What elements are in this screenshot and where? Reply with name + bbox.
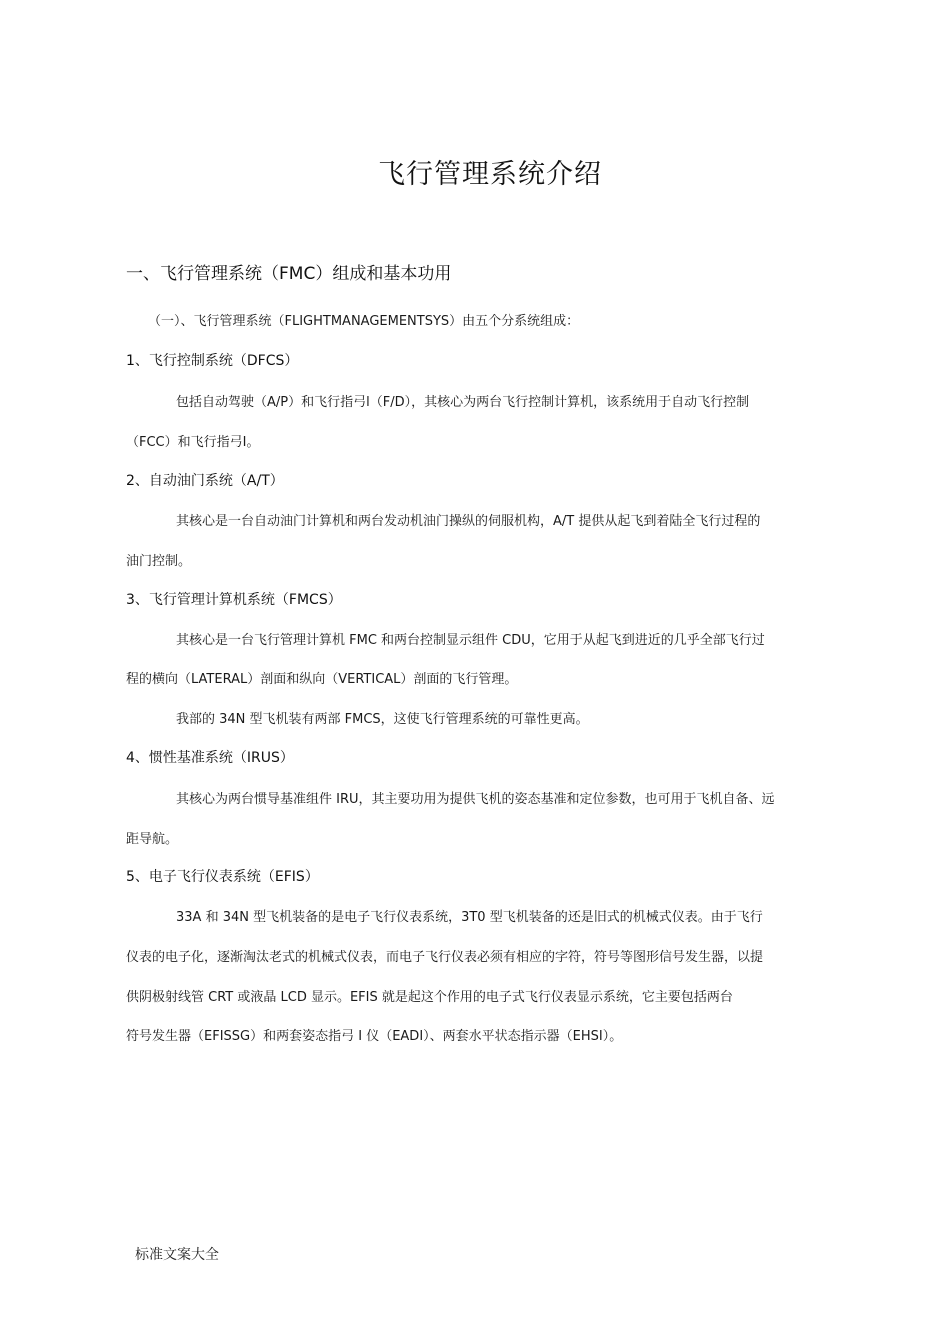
paragraph-line: 程的横向（LATERAL）剖面和纵向（VERTICAL）剖面的飞行管理。	[126, 672, 518, 687]
paragraph-line: 仪表的电子化，逐渐淘汰老式的机械式仪表，而电子飞行仪表必须有相应的字符，符号等图形信号发生器，以提	[126, 950, 764, 965]
paragraph-line: 距导航。	[126, 832, 179, 847]
intro-paragraph: （一）、飞行管理系统（FLIGHTMANAGEMENTSYS）由五个分系统组成：	[148, 314, 580, 329]
section-heading: 一、飞行管理系统（FMC）组成和基本功用	[126, 264, 452, 284]
subsystem-heading-at: 2、自动油门系统（A/T）	[126, 473, 284, 489]
paragraph-line: 33A 和 34N 型飞机装备的是电子飞行仪表系统，3T0 型飞机装备的还是旧式的机械式仪表。由于飞行	[176, 910, 763, 925]
subsystem-heading-efis: 5、电子飞行仪表系统（EFIS）	[126, 869, 319, 885]
paragraph-line: 油门控制。	[126, 554, 192, 569]
paragraph-line: 其核心为两台惯导基准组件 IRU，其主要功用为提供飞机的姿态基准和定位参数，也可用于飞机自备、远	[176, 792, 775, 807]
paragraph-line: 供阴极射线管 CRT 或液晶 LCD 显示。EFIS 就是起这个作用的电子式飞行仪表显示系统，它主要包括两台	[126, 990, 733, 1005]
page-footer: 标准文案大全	[135, 1247, 219, 1263]
page-title: 飞行管理系统介绍	[378, 159, 602, 190]
subsystem-heading-irus: 4、惯性基准系统（IRUS）	[126, 750, 294, 766]
paragraph-line: 符号发生器（EFISSG）和两套姿态指弓 I 仪（EADI）、两套水平状态指示器（EHSI）。	[126, 1029, 623, 1044]
paragraph-line: （FCC）和飞行指弓I。	[126, 435, 260, 450]
paragraph-line: 其核心是一台飞行管理计算机 FMC 和两台控制显示组件 CDU，它用于从起飞到进近的几乎全部飞行过	[176, 633, 765, 648]
paragraph-line: 我部的 34N 型飞机装有两部 FMCS，这使飞行管理系统的可靠性更高。	[176, 712, 589, 727]
subsystem-heading-dfcs: 1、飞行控制系统（DFCS）	[126, 353, 299, 369]
subsystem-heading-fmcs: 3、飞行管理计算机系统（FMCS）	[126, 592, 342, 608]
paragraph-line: 包括自动驾驶（A/P）和飞行指弓l（F/D），其核心为两台飞行控制计算机，该系统用于自动飞行控制	[176, 395, 750, 410]
paragraph-line: 其核心是一台自动油门计算机和两台发动机油门操纵的伺服机构，A/T 提供从起飞到着陆全飞行过程的	[176, 514, 761, 529]
